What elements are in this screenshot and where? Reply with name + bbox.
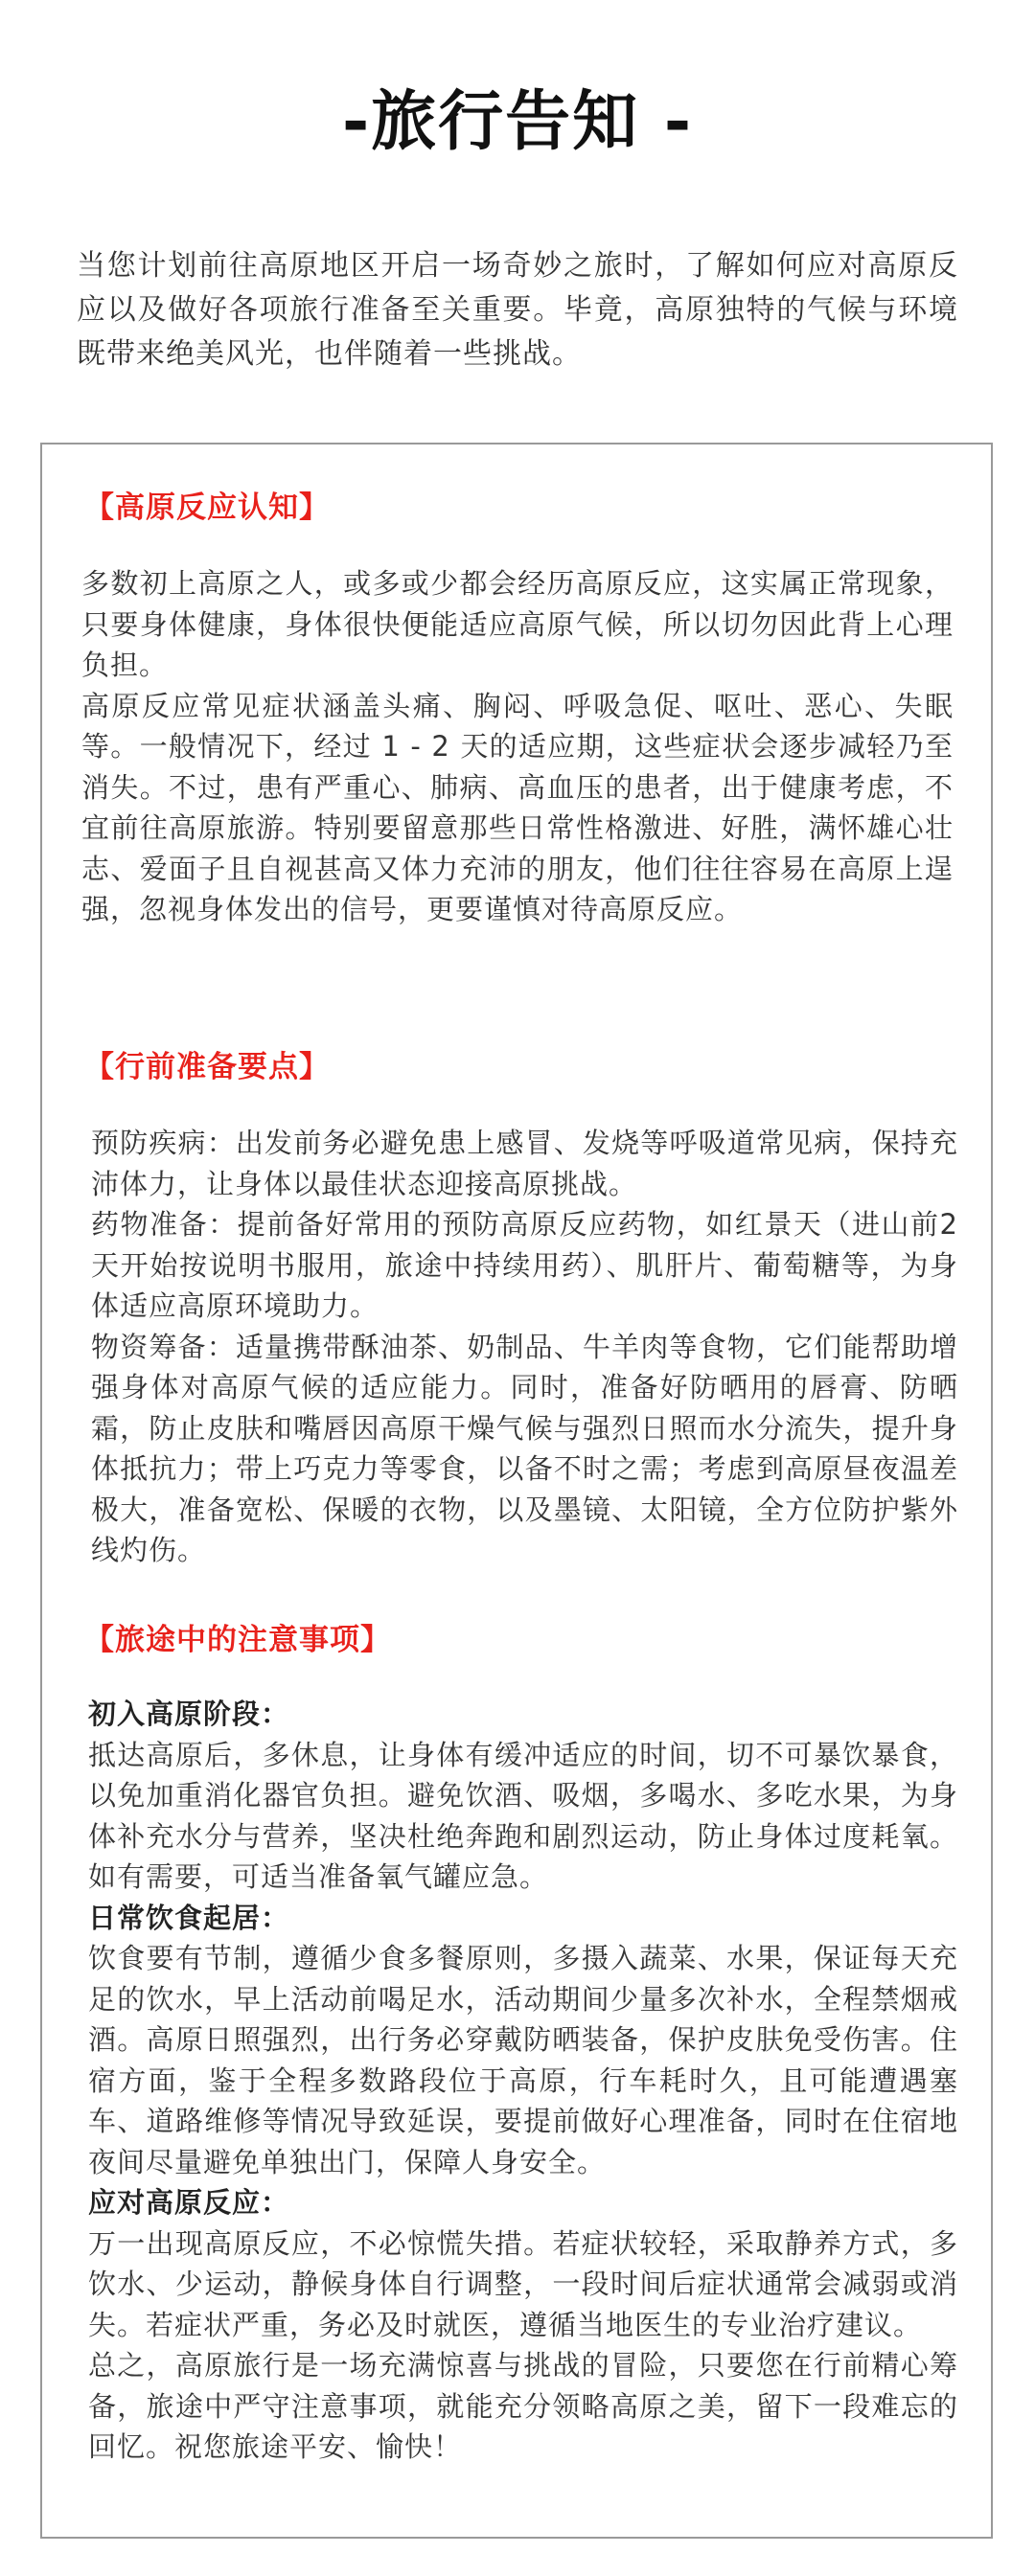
- paragraph-disease-prevention: 预防疾病：出发前务必避免患上感冒、发烧等呼吸道常见病，保持充沛体力，让身体以最佳状态迎接高原挑战。: [91, 1127, 958, 1200]
- page-title: -旅行告知 -: [341, 84, 694, 160]
- paragraph-medicine: 药物准备：提前备好常用的预防高原反应药物，如红景天（进山前2天开始按说明书服用，旅途中持续用药）、肌肝片、葡萄糖等，为身体适应高原环境助力。: [91, 1208, 958, 1322]
- paragraph-daily-life: 饮食要有节制，遵循少食多餐原则，多摄入蔬菜、水果，保证每天充足的饮水，早上活动前喝足水，活动期间少量多次补水，全程禁烟戒酒。高原日照强烈，出行务必穿戴防晒装备，保护皮肤免受伤害。住宿方面，鉴于全程多数路段位于高原，行车耗时久，且可能遭遇塞车、道路维修等情况导致延误，要提前做好心理准备，同时在住宿地夜间尽量避免单独出门，保障人身安全。: [88, 1942, 958, 2178]
- section-travel-notes-body: [88, 1694, 958, 2468]
- section-heading-preparation: 【行前准备要点】: [84, 1050, 330, 1084]
- section-heading-travel-notes: 【旅途中的注意事项】: [84, 1623, 391, 1657]
- subheading-arrival: 初入高原阶段：: [88, 1698, 290, 1730]
- subheading-response: 应对高原反应：: [88, 2186, 290, 2219]
- subheading-daily-life: 日常饮食起居：: [88, 1901, 290, 1934]
- paragraph-response: 万一出现高原反应，不必惊慌失措。若症状较轻，采取静养方式，多饮水、少运动，静候身体自行调整，一段时间后症状通常会减弱或消失。若症状严重，务必及时就医，遵循当地医生的专业治疗建议。: [88, 2226, 958, 2341]
- paragraph-closing: 总之，高原旅行是一场充满惊喜与挑战的冒险，只要您在行前精心筹备，旅途中严守注意事项，就能充分领略高原之美，留下一段难忘的回忆。祝您旅途平安、愉快！: [88, 2349, 958, 2463]
- paragraph: 多数初上高原之人，或多或少都会经历高原反应，这实属正常现象，只要身体健康，身体很快便能适应高原气候，所以切勿因此背上心理负担。: [81, 567, 954, 681]
- intro-paragraph: 当您计划前往高原地区开启一场奇妙之旅时，了解如何应对高原反应以及做好各项旅行准备至关重要。毕竟，高原独特的气候与环境既带来绝美风光，也伴随着一些挑战。: [77, 249, 958, 371]
- paragraph-arrival: 抵达高原后，多休息，让身体有缓冲适应的时间，切不可暴饮暴食，以免加重消化器官负担。避免饮酒、吸烟，多喝水、多吃水果，为身体补充水分与营养，坚决杜绝奔跑和剧烈运动，防止身体过度耗氧。如有需要，可适当准备氧气罐应急。: [88, 1738, 958, 1893]
- section-preparation-body: [91, 1123, 958, 1571]
- paragraph-supplies: 物资筹备：适量携带酥油茶、奶制品、牛羊肉等食物，它们能帮助增强身体对高原气候的适应能力。同时，准备好防晒用的唇膏、防晒霜，防止皮肤和嘴唇因高原干燥气候与强烈日照而水分流失，提升身体抵抗力；带上巧克力等零食，以备不时之需；考虑到高原昼夜温差极大，准备宽松、保暖的衣物，以及墨镜、太阳镜，全方位防护紫外线灼伤。: [91, 1330, 958, 1566]
- section-altitude-sickness-body: [81, 563, 954, 930]
- section-heading-altitude-sickness: 【高原反应认知】: [84, 490, 330, 525]
- paragraph: 高原反应常见症状涵盖头痛、胸闷、呼吸急促、呕吐、恶心、失眠等。一般情况下，经过 1 - 2 天的适应期，这些症状会逐步减轻乃至消失。不过，患有严重心、肺病、高血压的患者，出于健康考虑，不宜前往高原旅游。特别要留意那些日常性格激进、好胜，满怀雄心壮志、爱面子且自视甚高又体力充沛的朋友，他们往往容易在高原上逞强，忽视身体发出的信号，更要谨慎对待高原反应。: [81, 689, 954, 925]
